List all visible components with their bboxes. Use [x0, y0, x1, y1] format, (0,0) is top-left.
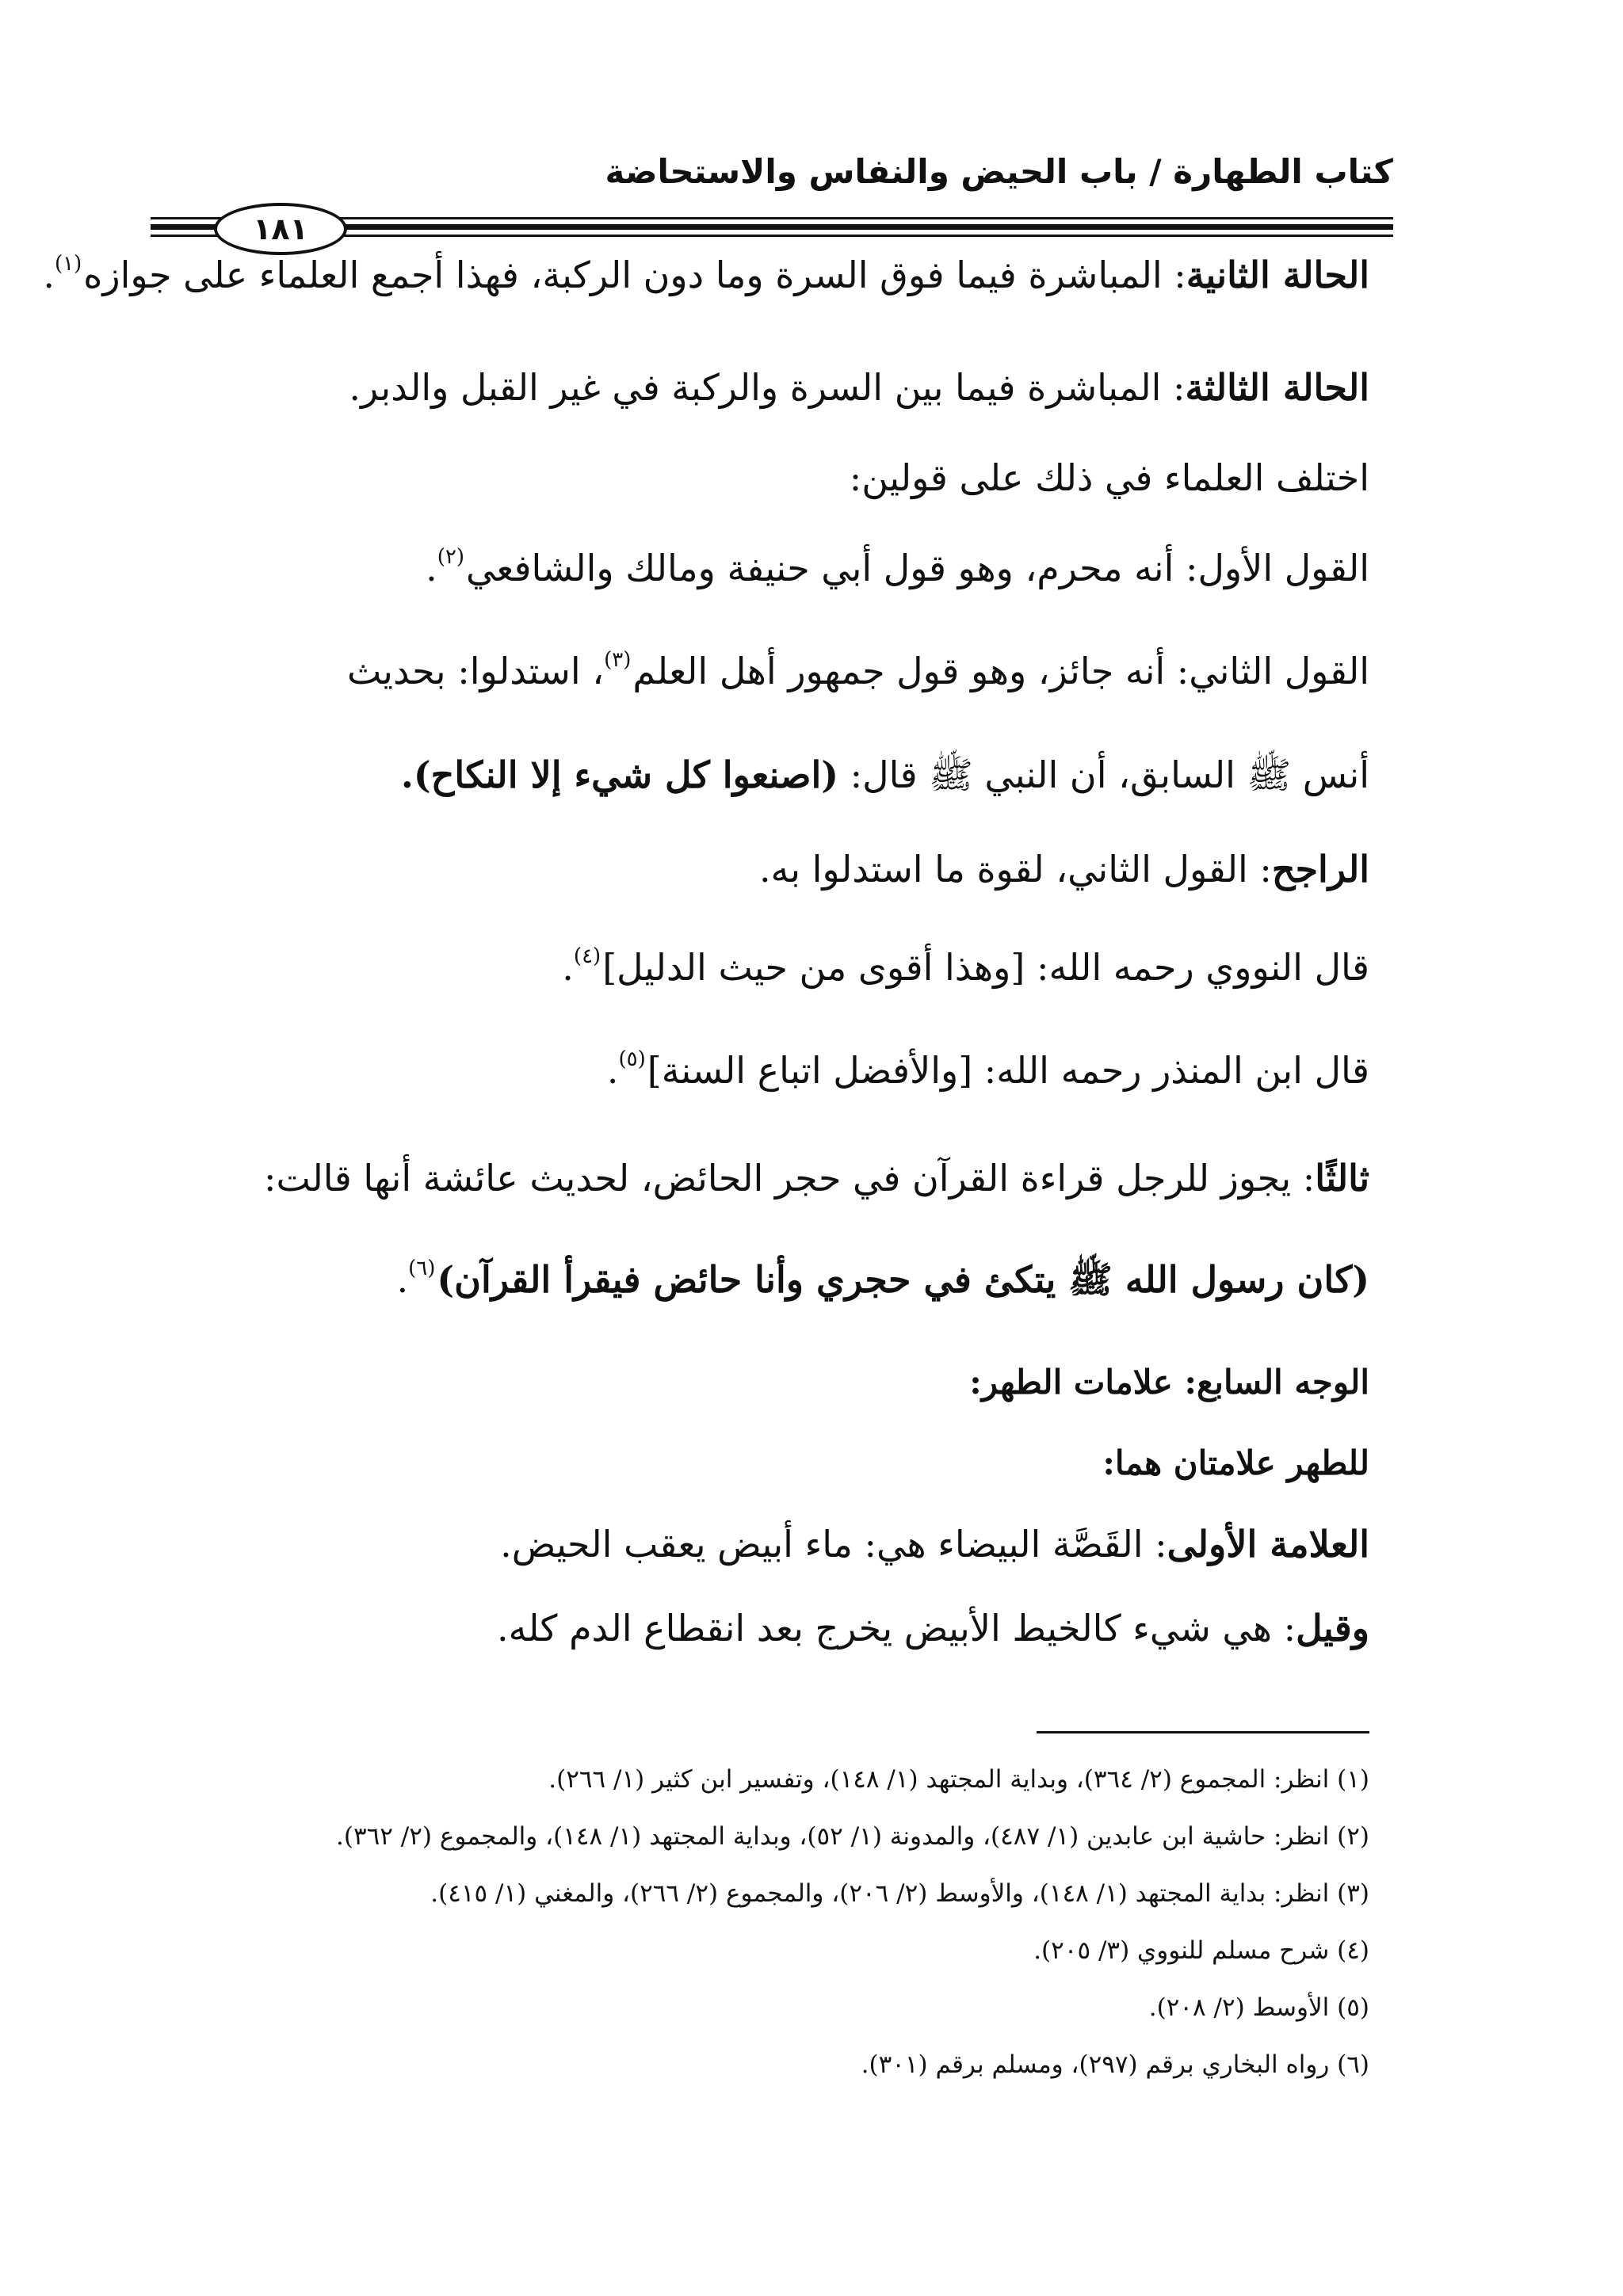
aisha-hadith-quote: (كان رسول الله ﷺ يتكئ في حجري وأنا حائض فيقرأ القرآن)	[437, 1258, 1369, 1301]
two-signs-heading: للطهر علامتان هما:	[1102, 1444, 1369, 1482]
page-number: ١٨١	[214, 203, 347, 255]
footnote-2: (٢) انظر: حاشية ابن عابدين (١/ ٤٨٧)، والمدونة (١/ ٥٢)، وبداية المجتهد (١/ ١٤٨)، والمجموع (٢/ ٣٦٢).	[336, 1822, 1369, 1851]
footnote-4: (٤) شرح مسلم للنووي (٣/ ٢٠٥).	[1033, 1936, 1369, 1965]
first-opinion-end: .	[426, 547, 437, 589]
footnote-6: (٦) رواه البخاري برقم (٢٩٧)، ومسلم برقم (٣٠١).	[861, 2050, 1369, 2079]
preferred-label: الراجح	[1271, 848, 1369, 891]
third-label: ثالثًا	[1315, 1157, 1369, 1199]
first-sign-text: : القَصَّة البيضاء هي: ماء أبيض يعقب الحيض.	[500, 1523, 1167, 1566]
footnote-5: (٥) الأوسط (٢/ ٢٠٨).	[1148, 1993, 1369, 2022]
alternative-view-text: : هي شيء كالخيط الأبيض يخرج بعد انقطاع الدم كله.	[497, 1607, 1296, 1650]
running-title: كتاب الطهارة / باب الحيض والنفاس والاستحاضة	[605, 152, 1393, 191]
case-two-label: الحالة الثانية	[1186, 254, 1369, 296]
ibn-mundhir-end: .	[606, 1049, 619, 1092]
nawawi-text: قال النووي رحمه الله: [وهذا أقوى من حيث الدليل]	[602, 946, 1369, 989]
first-opinion-text: القول الأول: أنه محرم، وهو قول أبي حنيفة ومالك والشافعي	[466, 547, 1369, 589]
preferred-text: : القول الثاني، لقوة ما استدلوا به.	[758, 848, 1272, 891]
case-three-text: : المباشرة فيما بين السرة والركبة في غير القبل والدبر.	[349, 366, 1186, 409]
footnote-ref-1: (١)	[54, 252, 82, 276]
footnote-ref-6: (٦)	[408, 1257, 436, 1280]
second-opinion-text: القول الثاني: أنه جائز، وهو قول جمهور أهل العلم	[632, 650, 1369, 692]
paragraph-disagreement: اختلف العلماء في ذلك على قولين:	[849, 456, 1369, 499]
seventh-aspect-heading: الوجه السابع: علامات الطهر:	[969, 1363, 1369, 1402]
footnote-ref-2: (٢)	[437, 545, 465, 569]
case-two-text: : المباشرة فيما فوق السرة وما دون الركبة، فهذا أجمع العلماء على جوازه	[83, 254, 1186, 296]
nawawi-end: .	[562, 946, 574, 989]
footnote-divider	[1037, 1731, 1369, 1733]
alternative-view-label: وقيل	[1296, 1607, 1369, 1650]
paragraph-first-sign	[133, 1523, 1369, 1566]
case-two-end: .	[43, 254, 55, 296]
first-sign-label: العلامة الأولى	[1167, 1523, 1369, 1566]
ibn-mundhir-text: قال ابن المنذر رحمه الله: [والأفضل اتباع السنة]	[647, 1049, 1369, 1092]
footnote-1: (١) انظر: المجموع (٢/ ٣٦٤)، وبداية المجتهد (١/ ١٤٨)، وتفسير ابن كثير (١/ ٢٦٦).	[548, 1765, 1369, 1794]
second-opinion-end: ، استدلوا: بحديث	[346, 650, 605, 692]
third-text: : يجوز للرجل قراءة القرآن في حجر الحائض، لحديث عائشة أنها قالت:	[264, 1157, 1316, 1199]
case-three-label: الحالة الثالثة	[1185, 366, 1369, 409]
footnote-ref-5: (٥)	[618, 1047, 646, 1071]
anas-hadith-quote: (اصنعوا كل شيء إلا النكاح).	[400, 753, 839, 796]
footnote-3: (٣) انظر: بداية المجتهد (١/ ١٤٨)، والأوسط (٢/ ٢٠٦)، والمجموع (٢/ ٢٦٦)، والمغني (١/ ٤١٥).	[430, 1879, 1369, 1908]
anas-hadith-text: أنس ﷺ السابق، أن النبي ﷺ قال:	[838, 753, 1369, 796]
footnote-ref-4: (٤)	[573, 944, 601, 968]
footnote-ref-3: (٣)	[604, 648, 632, 672]
paragraph-alternative-view	[133, 1607, 1369, 1650]
aisha-hadith-end: .	[396, 1258, 409, 1301]
